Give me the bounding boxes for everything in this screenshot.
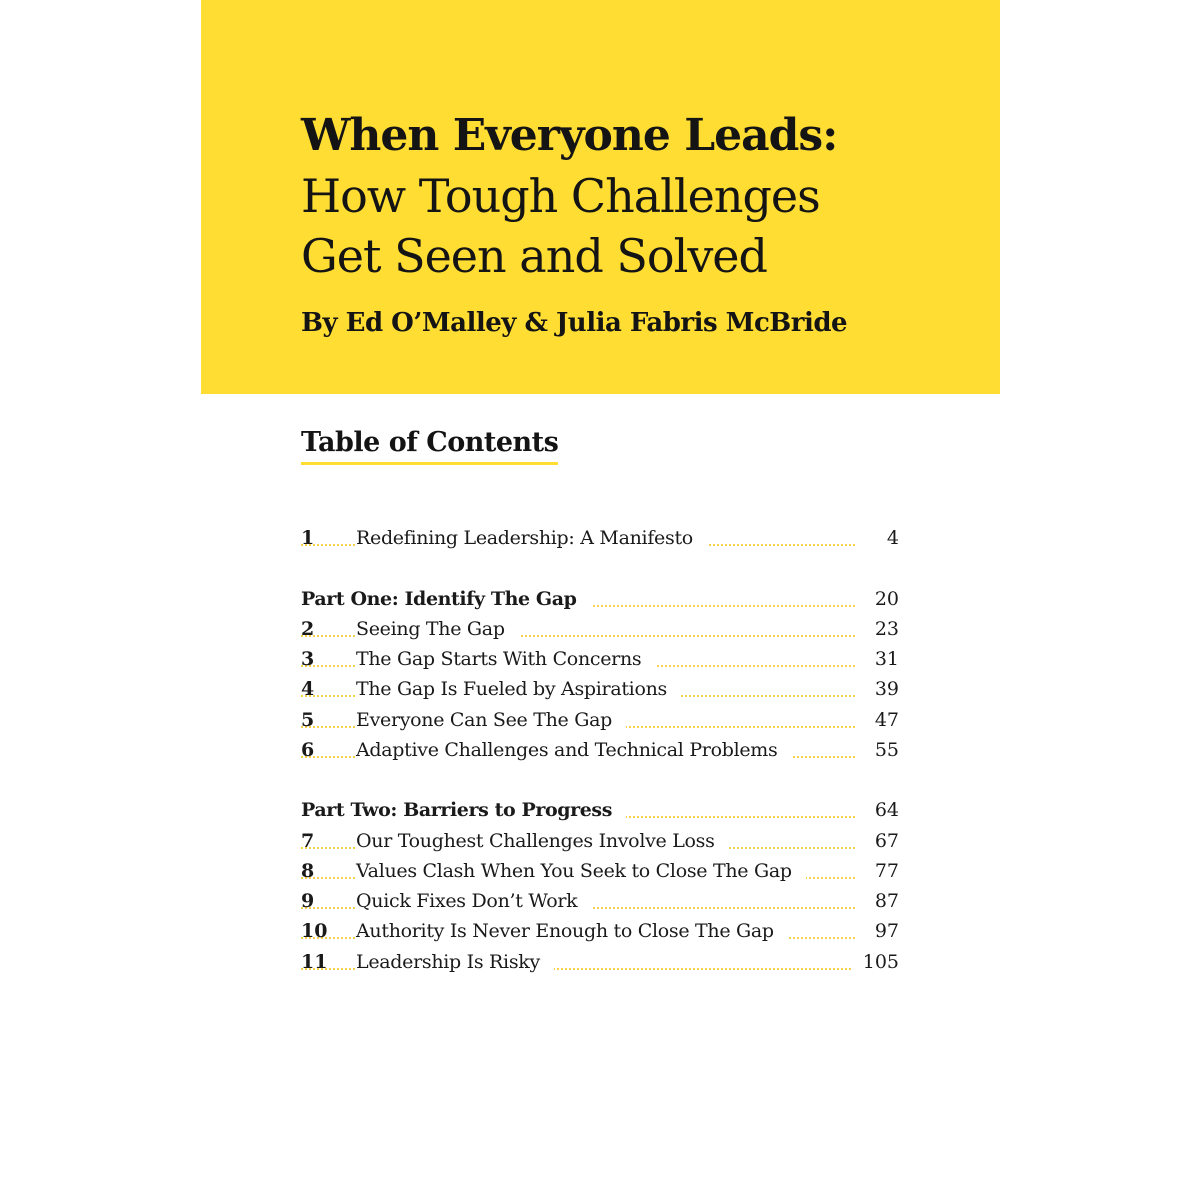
chapter-number: 5 bbox=[301, 709, 315, 731]
book-page bbox=[201, 0, 1000, 1200]
page-number: 31 bbox=[863, 644, 899, 674]
toc-row bbox=[301, 705, 899, 735]
chapter-title: Adaptive Challenges and Technical Problems bbox=[356, 735, 791, 765]
book-authors: By Ed O’Malley & Julia Fabris McBride bbox=[301, 308, 848, 338]
chapter-title: Everyone Can See The Gap bbox=[356, 705, 626, 735]
chapter-number: 9 bbox=[301, 890, 315, 912]
toc-row bbox=[301, 886, 899, 916]
chapter-number: 3 bbox=[301, 648, 315, 670]
page-number: 20 bbox=[863, 584, 899, 614]
book-title: When Everyone Leads: bbox=[301, 110, 838, 161]
toc-row bbox=[301, 674, 899, 704]
part-title: Part One: Identify The Gap bbox=[301, 584, 591, 614]
toc-row bbox=[301, 523, 899, 553]
page-number: 4 bbox=[875, 523, 899, 553]
toc-row bbox=[301, 916, 899, 946]
page-number: 105 bbox=[851, 947, 899, 977]
toc-row bbox=[301, 947, 899, 977]
chapter-number: 8 bbox=[301, 860, 315, 882]
page-number: 77 bbox=[863, 856, 899, 886]
book-subtitle: How Tough Challenges Get Seen and Solved bbox=[301, 169, 820, 283]
page-number: 64 bbox=[863, 795, 899, 825]
page-number: 47 bbox=[863, 705, 899, 735]
chapter-number: 10 bbox=[301, 920, 328, 942]
chapter-title: Redefining Leadership: A Manifesto bbox=[356, 523, 707, 553]
toc-row bbox=[301, 614, 899, 644]
page-number: 39 bbox=[863, 674, 899, 704]
chapter-title: Values Clash When You Seek to Close The Gap bbox=[356, 856, 806, 886]
chapter-title: Leadership Is Risky bbox=[356, 947, 554, 977]
page-number: 87 bbox=[863, 886, 899, 916]
chapter-title: Quick Fixes Don’t Work bbox=[356, 886, 591, 916]
chapter-number: 1 bbox=[301, 527, 315, 549]
part-title: Part Two: Barriers to Progress bbox=[301, 795, 626, 825]
table-of-contents bbox=[301, 0, 899, 1200]
toc-part-row bbox=[301, 584, 899, 614]
page-number: 23 bbox=[863, 614, 899, 644]
toc-row bbox=[301, 644, 899, 674]
chapter-title: Authority Is Never Enough to Close The Gap bbox=[356, 916, 788, 946]
page-number: 67 bbox=[863, 826, 899, 856]
chapter-number: 2 bbox=[301, 618, 315, 640]
chapter-title: Our Toughest Challenges Involve Loss bbox=[356, 826, 729, 856]
page-number: 97 bbox=[863, 916, 899, 946]
page-number: 55 bbox=[863, 735, 899, 765]
toc-row bbox=[301, 856, 899, 886]
chapter-number: 4 bbox=[301, 678, 315, 700]
toc-row bbox=[301, 735, 899, 765]
chapter-number: 7 bbox=[301, 830, 315, 852]
toc-part-row bbox=[301, 795, 899, 825]
toc-heading: Table of Contents bbox=[301, 426, 558, 465]
chapter-title: Seeing The Gap bbox=[356, 614, 519, 644]
chapter-number: 11 bbox=[301, 951, 328, 973]
chapter-number: 6 bbox=[301, 739, 315, 761]
toc-row bbox=[301, 826, 899, 856]
chapter-title: The Gap Starts With Concerns bbox=[356, 644, 655, 674]
chapter-title: The Gap Is Fueled by Aspirations bbox=[356, 674, 681, 704]
